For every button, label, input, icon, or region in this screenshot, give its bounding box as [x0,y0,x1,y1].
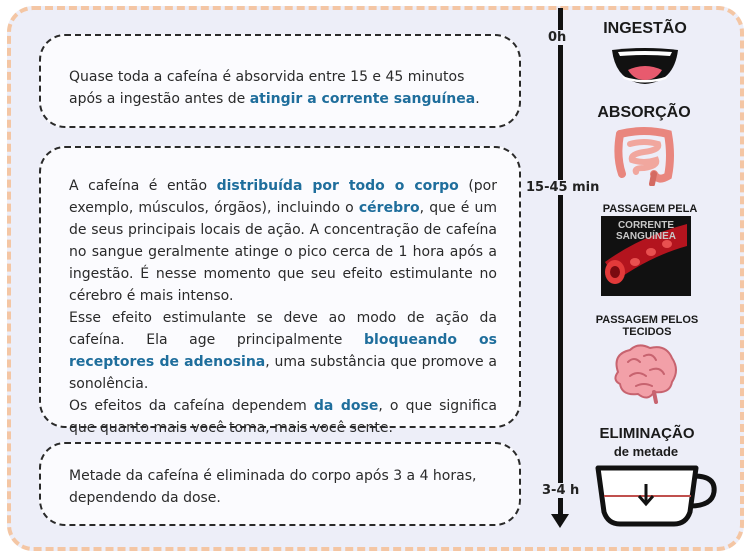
timeline-arrow-icon [551,514,569,528]
box2-text-6: Os efeitos da cafeína dependem [69,398,314,414]
brain-icon [608,342,680,404]
intestine-icon [614,126,674,186]
box2-highlight-3: bloqueando os receptores de adenosina [69,332,497,370]
box3-text: Metade da cafeína é eliminada do corpo após 3 a 4 horas, dependendo da dose. [69,468,477,506]
timeline-label-mid: 15-45 min [526,180,600,195]
timeline-label-start: 0h [548,30,567,45]
box1-text-b: . [475,91,480,107]
coffee-cup-icon [594,462,720,532]
box1-text-a: Quase toda a cafeína é absorvida entre 15 e 45 minutos após a ingestão antes de [69,69,465,107]
stage-ingestion-label: INGESTÃO [603,20,687,37]
mouth-icon [608,44,682,86]
box2-text-4: Esse efeito estimulante se deve ao modo de ação da cafeína. Ela age principalmente [69,310,497,348]
box2-highlight-2: cérebro [358,200,420,216]
absorption-text-box [39,34,521,128]
stage-tissues-label: PASSAGEM PELOS TECIDOS [595,314,699,338]
elimination-text-box [39,442,521,526]
timeline-label-end: 3-4 h [542,483,580,498]
box1-highlight: atingir a corrente sanguínea [249,91,476,107]
box2-highlight-1: distribuída por todo o corpo [216,178,459,194]
box2-text-5: , uma substância que promove a sonolência. [69,354,498,392]
stage-bloodstream-label: PASSAGEM PELA [602,203,698,215]
box2-text-1: A cafeína é então [69,178,217,194]
stage-elimination-sub: de metade [613,444,679,459]
bloodstream-image-text: CORRENTE SANGUÍNEA [615,220,676,242]
box2-text-3: , que é um de seus principais locais de ação. A concentração de cafeína no sangue geralmente atinge o pico cerca de 1 hora após a ingestão. É nesse momento que seu efeito estimulante no cérebro é mais intenso. [69,200,497,304]
timeline-line [558,8,563,516]
stage-absorption-label: ABSORÇÃO [597,104,691,121]
box2-text-7: , o que significa que quanto mais você toma, mais você sente. [69,398,497,436]
stage-elimination-label: ELIMINAÇÃO [599,425,695,442]
distribution-text-box [39,146,521,436]
box2-text-2: (por exemplo, músculos, órgãos), incluindo o [69,178,497,216]
box2-highlight-4: da dose [313,398,379,414]
